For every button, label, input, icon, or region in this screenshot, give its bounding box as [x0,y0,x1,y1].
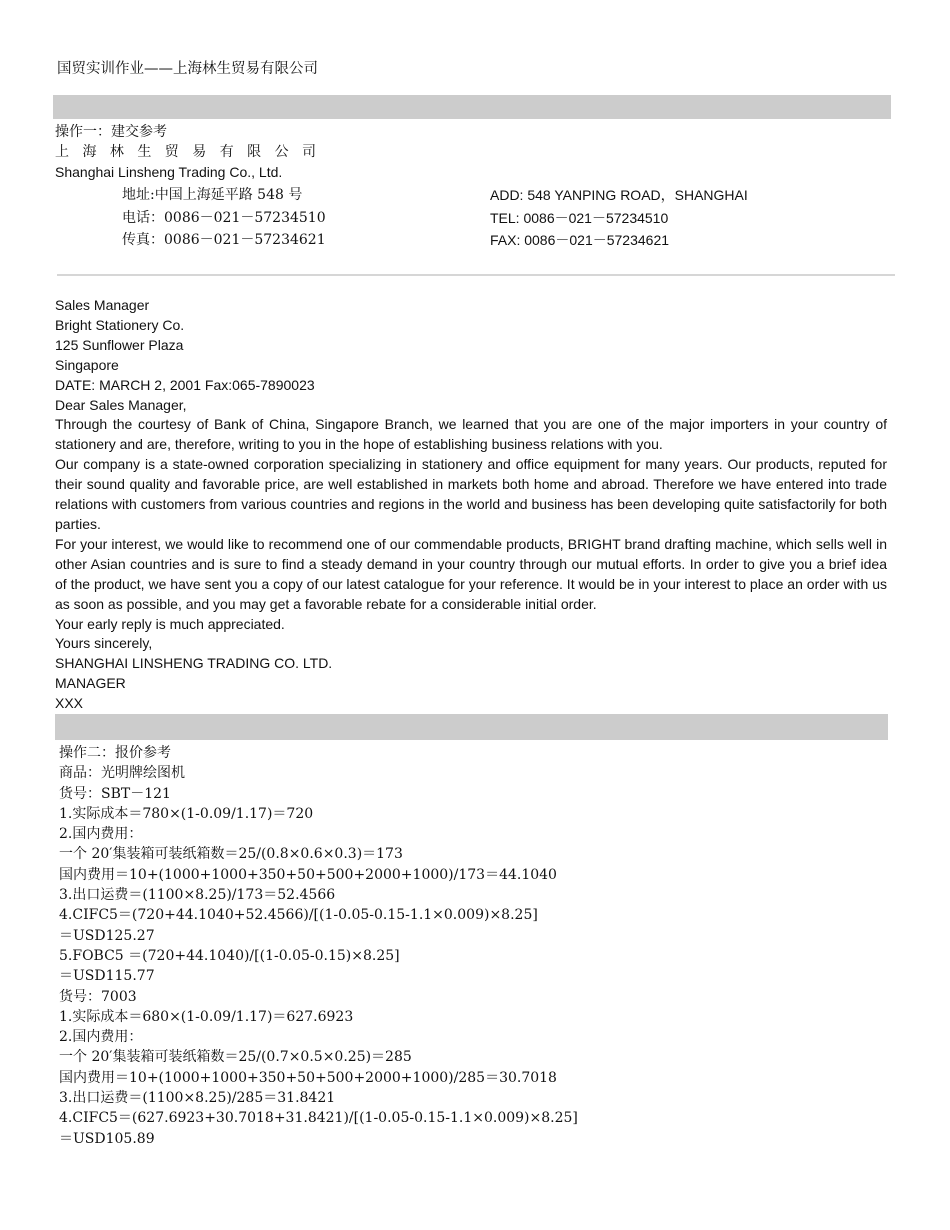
address-cn: 地址:中国上海延平路 548 号 [122,187,303,203]
calc-line: 4.CIFC5＝(627.6923+30.7018+31.8421)/[(1-0.05-0.15-1.1×0.009)×8.25] [59,1110,578,1127]
phone-en: TEL: 0086－021－57234510 [490,209,669,226]
calc-line: 一个 20′集装箱可装纸箱数＝25/(0.7×0.5×0.25)＝285 [59,1049,412,1066]
closing-line: Yours sincerely, [55,635,153,652]
calc-line: 5.FOBC5 ＝(720+44.1040)/[(1-0.05-0.15)×8.25] [59,947,400,964]
phone-cn: 电话：0086－021－57234510 [122,209,326,226]
calc-line: ＝USD125.27 [59,927,155,944]
calc-line: 3.出口运费＝(1100×8.25)/285＝31.8421 [59,1090,336,1107]
calc-line: ＝USD115.77 [59,968,155,985]
section2-heading: 操作二：报价参考 [59,745,171,761]
letter-paragraph: Our company is a state-owned corporation specializing in stationery and office equipment for many years. Our products, reputed for their sound quality and favorable price, are well established in markets both home and abroad. Therefore we have entered into trade relations with customers from various countries and regions in the world and business has been developing quite satisfactorily for both parties. [55,456,887,532]
contact-info [122,184,822,252]
recipient-line: 125 Sunflower Plaza [55,336,184,353]
address-en: ADD: 548 YANPING ROAD，SHANGHAI [490,187,748,203]
company-name-en: Shanghai Linsheng Trading Co., Ltd. [55,164,283,180]
letter-paragraph: Your early reply is much appreciated. [55,615,285,632]
company-name-cn: 上 海 林 生 贸 易 有 限 公 司 [55,144,321,160]
fax-en: FAX: 0086－021－57234621 [490,232,670,248]
document-title: 国贸实训作业——上海林生贸易有限公司 [57,61,318,77]
calc-line: 1.实际成本＝680×(1-0.09/1.17)＝627.6923 [59,1008,354,1025]
closing-line: MANAGER [55,675,126,692]
date-line: DATE: MARCH 2, 2001 Fax:065-7890023 [55,376,315,393]
calc-line: 1.实际成本＝780×(1-0.09/1.17)＝720 [59,805,314,822]
contact-row-phone [122,207,822,230]
fax-cn: 传真：0086－021－57234621 [122,232,326,248]
section-divider-bar [55,714,888,740]
recipient-line: Singapore [55,356,119,373]
letter-paragraph: Through the courtesy of Bank of China, Singapore Branch, we learned that you are one of the major importers in your country of stationery and are, therefore, writing to you in the hope of establishing business relations with you. [55,416,887,453]
section-divider-bar [53,95,891,119]
calc-line: 2.国内费用： [59,826,143,843]
calc-line: 货号：7003 [59,988,137,1005]
calc-line: 国内费用＝10+(1000+1000+350+50+500+2000+1000)/173＝44.1040 [59,866,557,883]
contact-row-fax [122,229,822,252]
quotation-section [59,743,578,1149]
recipient-line: Bright Stationery Co. [55,316,185,333]
calc-line: ＝USD105.89 [59,1130,155,1147]
salutation: Dear Sales Manager, [55,396,187,413]
closing-line: SHANGHAI LINSHENG TRADING CO. LTD. [55,655,333,672]
calc-line: 3.出口运费＝(1100×8.25)/173＝52.4566 [59,887,336,904]
calc-line: 一个 20′集装箱可装纸箱数＝25/(0.8×0.6×0.3)＝173 [59,846,403,863]
contact-row-address [122,184,822,207]
section1-heading: 操作一：建交参考 [55,124,167,140]
calc-line: 4.CIFC5＝(720+44.1040+52.4566)/[(1-0.05-0.15-1.1×0.009)×8.25] [59,907,538,924]
calc-line: 商品：光明牌绘图机 [59,765,185,782]
letter-paragraph: For your interest, we would like to recommend one of our commendable products, BRIGHT brand drafting machine, which sells well in other Asian countries and is sure to find a steady demand in your country through our mutual efforts. In order to give you a brief idea of the product, we have sent you a copy of our latest catalogue for your reference. It would be in your interest to place an order with us as soon as possible, and you may get a favorable rebate for a considerable initial order. [55,535,887,612]
calc-line: 货号：SBT－121 [59,785,171,802]
recipient-line: Sales Manager [55,297,150,313]
closing-line: XXX [55,695,84,712]
letter-body [55,296,887,714]
calc-line: 2.国内费用： [59,1029,143,1046]
letterhead-divider [57,274,895,276]
calc-line: 国内费用＝10+(1000+1000+350+50+500+2000+1000)/285＝30.7018 [59,1069,557,1086]
